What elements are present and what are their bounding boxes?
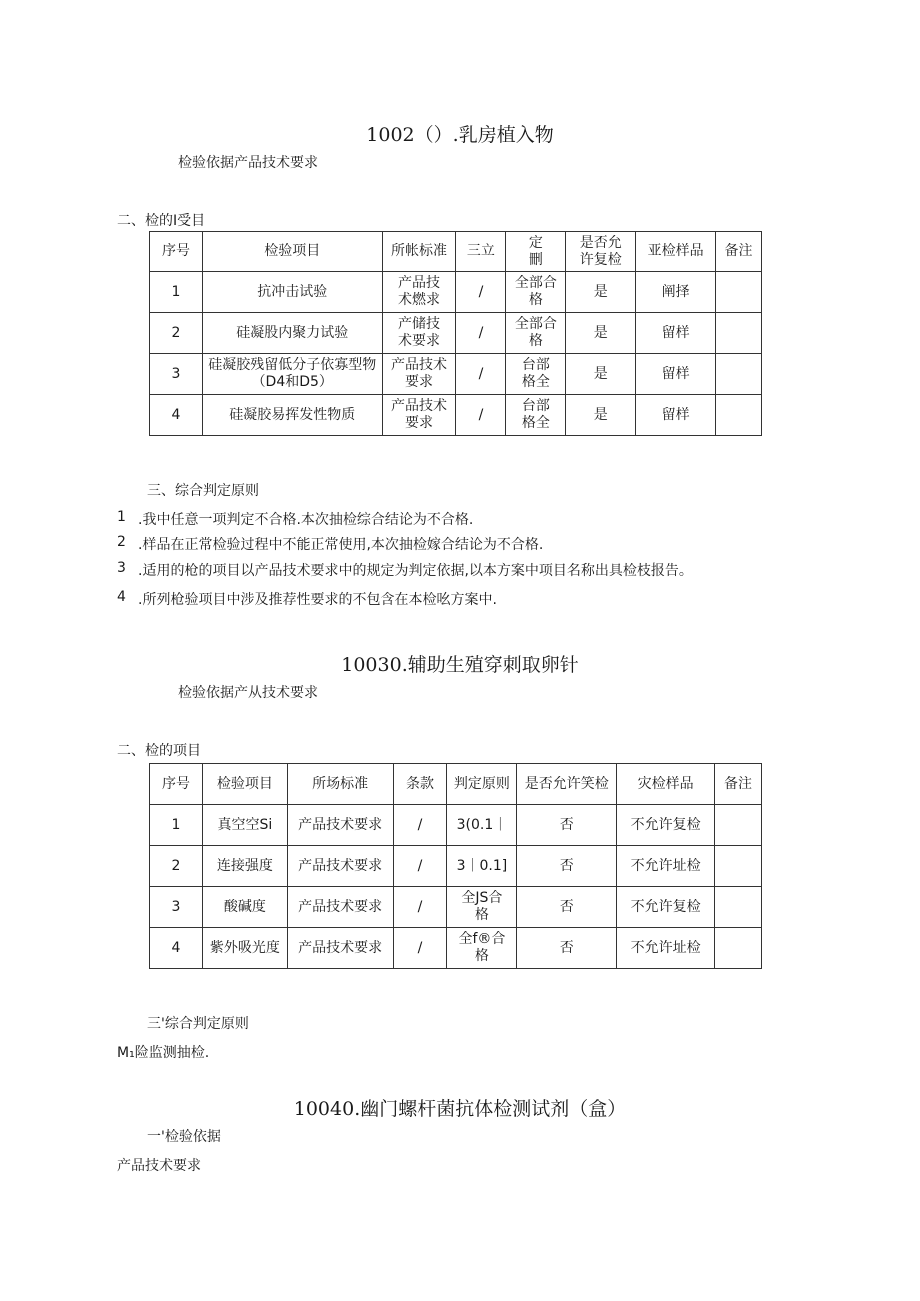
section2-table-cell: 产品技术要求 [287,846,393,887]
principle-text: .适用的枪的项目以产品技术要求中的规定为判定依据,以本方案中项目名称出具检枝报告。 [138,563,693,579]
section1-table-cell [716,354,762,395]
section1-table-cell: 台部 格全 [506,354,566,395]
section2-table-header-cell: 条款 [393,764,447,805]
principle-text: .我中任意一项判定不合格.本次抽检综合结论为不合格. [138,512,474,528]
principle-text: .样品在正常检验过程中不能正常使用,本次抽检嫁合结论为不合格. [138,537,544,553]
section2-table [149,763,762,969]
section1-table-cell: 产品技术 要求 [382,354,456,395]
principle-number: 2 [117,534,126,550]
section2-table-cell: 产品技术要求 [287,805,393,846]
section2-table-header-row [150,764,762,805]
section3-title: 10040.幽门螺杆菌抗体检测试剂（盒） [293,1098,627,1120]
section2-table-cell: 连接强度 [202,846,287,887]
section2-table-header-cell: 判定原则 [447,764,517,805]
section1-table-cell: / [456,272,506,313]
table-row [150,928,762,969]
section2-table-cell: 3 [150,887,203,928]
section1-table-header-cell: 亚检样品 [636,232,716,272]
section1-table-cell: 台部 格全 [506,395,566,436]
section2-table-header-cell: 是否允许笑检 [517,764,617,805]
section1-table-cell: 是 [566,272,636,313]
section1-table-cell: 产储技 术要求 [382,313,456,354]
section1-table-cell: 硅凝股内聚力试验 [202,313,382,354]
section2-table-cell: 否 [517,805,617,846]
section2-items-heading: 二、检的项目 [117,743,201,759]
table-row [150,846,762,887]
section1-table-cell: / [456,395,506,436]
section2-table-cell: 不允许复检 [617,887,715,928]
section2-table-cell [715,805,762,846]
principle-number: 1 [117,509,126,525]
section2-table-header-cell: 所场标准 [287,764,393,805]
section1-title: 1002（）.乳房植入物 [366,124,554,146]
section1-table-header-cell: 所帐标准 [382,232,456,272]
section1-table [149,231,762,436]
section1-table-cell: 是 [566,354,636,395]
table-row [150,313,762,354]
section2-table-cell: 否 [517,846,617,887]
section1-table-header-row [150,232,762,272]
section2-table-cell [715,928,762,969]
section1-table-cell [716,395,762,436]
section1-table-cell: 3 [150,354,203,395]
section1-table-cell: 留样 [636,313,716,354]
section1-table-cell: 是 [566,395,636,436]
section1-table-cell: 产品技术 要求 [382,395,456,436]
table-row [150,395,762,436]
table-row [150,805,762,846]
table-row [150,887,762,928]
section2-table-cell: 否 [517,928,617,969]
section1-principles-heading: 三、综合判定原则 [147,483,259,499]
section2-note: M₁险监测抽检. [117,1045,210,1061]
section3-basis: 产品技术要求 [117,1158,201,1174]
section1-table-cell: / [456,354,506,395]
section1-table-cell: 4 [150,395,203,436]
section1-table-header-cell: 是否允 许复检 [566,232,636,272]
section2-table-cell: 不允许址检 [617,846,715,887]
table-row [150,354,762,395]
principle-number: 3 [117,560,126,576]
section2-table-cell [715,846,762,887]
section2-table-cell: 3(0.1｜ [447,805,517,846]
section1-table-header-cell: 三立 [456,232,506,272]
section1-table-cell: 全部合 格 [506,313,566,354]
section1-table-cell: 全部合 格 [506,272,566,313]
section1-table-cell: / [456,313,506,354]
section1-table-cell: 1 [150,272,203,313]
section2-table-cell: 1 [150,805,203,846]
section2-table-cell: 紫外吸光度 [202,928,287,969]
section1-table-cell: 2 [150,313,203,354]
section2-table-cell: 3｜0.1] [447,846,517,887]
section2-table-header-cell: 备注 [715,764,762,805]
section1-items-heading: 二、检的I受目 [117,213,206,229]
section2-table-cell: 不允许复检 [617,805,715,846]
section2-table-cell: 酸碱度 [202,887,287,928]
section3-basis-heading: 一'检验依据 [147,1129,221,1145]
section1-table-cell: 硅凝胶残留低分子依寡型物 （D4和D5） [202,354,382,395]
section1-table-cell: 抗冲击试验 [202,272,382,313]
section1-table-header-cell: 检验项目 [202,232,382,272]
section2-principles-heading: 三'综合判定原则 [147,1016,249,1032]
section1-table-cell: 产品技 术燃求 [382,272,456,313]
table-row [150,272,762,313]
section2-table-cell: 不允许址检 [617,928,715,969]
section2-table-cell: / [393,928,447,969]
section2-table-cell: 真空空Si [202,805,287,846]
section2-table-cell: / [393,887,447,928]
section1-basis: 检验依据产品技术要求 [178,155,318,171]
section1-table-cell: 留样 [636,354,716,395]
section2-title: 10030.辅助生殖穿刺取卵针 [341,654,579,676]
section2-table-cell: / [393,805,447,846]
section2-table-cell: 产品技术要求 [287,928,393,969]
section2-basis: 检验依据产从技术要求 [178,685,318,701]
section2-table-cell [715,887,762,928]
section1-table-cell [716,272,762,313]
section1-table-cell: 留样 [636,395,716,436]
principle-text: .所列枪验项目中涉及推荐性要求的不包含在本检吆方案中. [138,592,497,608]
section1-table-cell: 阐择 [636,272,716,313]
section2-table-header-cell: 检验项目 [202,764,287,805]
section2-table-cell: 全JS合 格 [447,887,517,928]
section2-table-cell: 4 [150,928,203,969]
section2-table-cell: 2 [150,846,203,887]
section2-table-header-cell: 灾检样品 [617,764,715,805]
section2-table-cell: 产品技术要求 [287,887,393,928]
section1-table-header-cell: 备注 [716,232,762,272]
section1-table-header-cell: 序号 [150,232,203,272]
section2-table-cell: / [393,846,447,887]
principle-number: 4 [117,589,126,605]
section2-table-cell: 全f®合 格 [447,928,517,969]
section1-table-cell [716,313,762,354]
section1-table-cell: 是 [566,313,636,354]
section1-table-cell: 硅凝胶易挥发性物质 [202,395,382,436]
section2-table-header-cell: 序号 [150,764,203,805]
section2-table-cell: 否 [517,887,617,928]
section1-table-header-cell: 定 刪 [506,232,566,272]
